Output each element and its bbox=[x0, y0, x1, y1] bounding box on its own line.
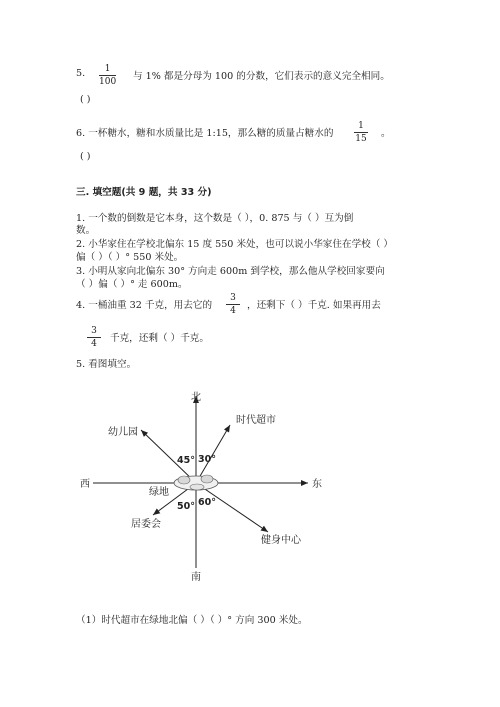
fill-q1-line2: 数。 bbox=[76, 225, 96, 236]
section-heading: 三. 填空题(共 9 题，共 33 分) bbox=[76, 187, 212, 198]
q5-number: 5. bbox=[76, 68, 86, 79]
green-space-label: 绿地 bbox=[149, 487, 169, 498]
committee-label: 居委会 bbox=[131, 519, 161, 530]
q6-fraction-denominator: 15 bbox=[355, 134, 367, 144]
fill-q4-fraction-2-numerator: 3 bbox=[91, 326, 97, 336]
q5-text: 与 1% 都是分母为 100 的分数，它们表示的意义完全相同。 bbox=[133, 71, 390, 82]
fill-q4-fraction-denominator: 4 bbox=[230, 306, 236, 316]
supermarket-label: 时代超市 bbox=[236, 415, 276, 426]
fill-q4-line1-end: ，还剩下（ ）千克. 如果再用去 bbox=[247, 300, 381, 311]
east-label: 东 bbox=[312, 479, 322, 490]
fill-q4-fraction-2-denominator: 4 bbox=[91, 339, 97, 349]
fill-q2-line2: 偏（ ）（ ）° 550 米处。 bbox=[76, 252, 184, 263]
q5-fraction-numerator: 1 bbox=[104, 64, 111, 74]
fill-q4-line2: 千克，还剩（ ）千克。 bbox=[110, 333, 209, 344]
q5-fraction-denominator: 100 bbox=[99, 77, 117, 87]
fill-q1-line1: 1. 一个数的倒数是它本身，这个数是（ ），0. 875 与（ ）互为倒 bbox=[76, 213, 354, 224]
fill-q5-prompt: 5. 看图填空。 bbox=[76, 359, 137, 370]
north-label: 北 bbox=[191, 392, 201, 403]
fill-q3-line1: 3. 小明从家向北偏东 30° 方向走 600m 到学校，那么他从学校回家要向 bbox=[76, 266, 385, 277]
q6-end-mark: 。 bbox=[381, 128, 391, 139]
q6-fraction-numerator: 1 bbox=[358, 121, 364, 131]
angle-label-southwest: 50° bbox=[177, 501, 195, 512]
fill-q2-line1: 2. 小华家住在学校北偏东 15 度 550 米处，也可以说小华家住在学校（ ） bbox=[76, 239, 394, 250]
kindergarten-label: 幼儿园 bbox=[108, 427, 138, 438]
sub-question-1: （1）时代超市在绿地北偏（ ）（ ）° 方向 300 米处。 bbox=[76, 615, 308, 626]
fill-q3-line2: （ ）偏（ ）° 走 600m。 bbox=[76, 279, 188, 290]
south-label: 南 bbox=[191, 572, 201, 583]
q6-text: 6. 一杯糖水，糖和水质量比是 1:15，那么糖的质量占糖水的 bbox=[76, 128, 334, 139]
q5-answer-blank[interactable]: ( ) bbox=[80, 94, 91, 105]
angle-label-northeast: 30° bbox=[198, 454, 216, 465]
fill-q4-line1-start: 4. 一桶油重 32 千克，用去它的 bbox=[76, 300, 213, 311]
fill-q4-fraction-numerator: 3 bbox=[230, 293, 236, 303]
green-space-icon bbox=[174, 475, 218, 490]
angle-label-northwest: 45° bbox=[177, 455, 195, 466]
fitness-center-label: 健身中心 bbox=[261, 535, 301, 546]
west-label: 西 bbox=[80, 479, 90, 490]
q6-answer-blank[interactable]: ( ) bbox=[80, 151, 91, 162]
angle-label-southeast: 60° bbox=[198, 497, 216, 508]
